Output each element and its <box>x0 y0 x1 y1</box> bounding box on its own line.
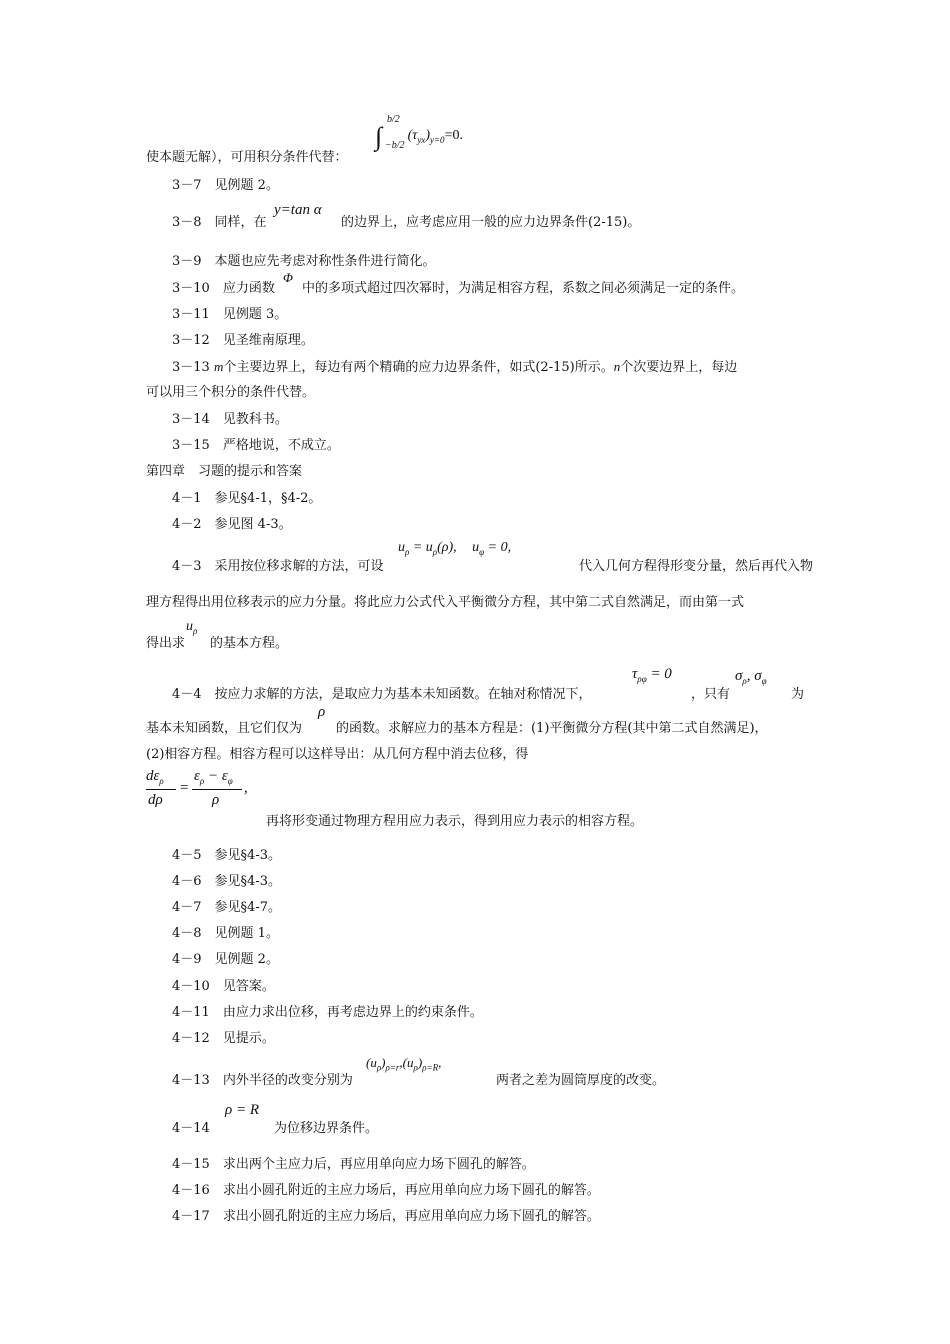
line-4-14a: 4－14 <box>172 1121 210 1136</box>
disp-end: , <box>438 1055 442 1070</box>
frac-left-den: dρ <box>148 792 163 808</box>
frac-right-e2: − ε <box>204 768 228 784</box>
frac-right-den: ρ <box>212 792 220 808</box>
integral-eq: =0. <box>444 128 463 143</box>
line-3-13 <box>172 358 737 376</box>
line-4-3a: 4－3 采用按位移求解的方法，可设 <box>172 559 384 574</box>
frac-right-sub2: φ <box>227 776 233 786</box>
tau-sub: ρφ <box>637 674 647 684</box>
line-3-15: 3－15 严格地说，不成立。 <box>172 438 340 453</box>
disp-2: ,(u <box>399 1055 414 1070</box>
u-phi-sub: φ <box>479 546 485 557</box>
line-3-9: 3－9 本题也应先考虑对称性条件进行简化。 <box>172 254 436 269</box>
integral-upper-limit: b/2 <box>387 114 400 125</box>
line-3-8b: 的边界上，应考虑应用一般的应力边界条件(2-15)。 <box>341 215 641 230</box>
line-3-10b: 中的多项式超过四次幂时，为满足相容方程，系数之间必须满足一定的条件。 <box>302 281 745 296</box>
integral-sub2: y=0 <box>429 134 445 145</box>
line-4-4-cont-c: (2)相容方程。相容方程可以这样导出：从几何方程中消去位移，得 <box>146 747 529 762</box>
line-3-8a: 3－8 同样，在 <box>172 215 267 230</box>
line-4-4c: 为 <box>791 687 805 702</box>
disp-sub3: ρ <box>413 1062 418 1073</box>
frac-left-num <box>146 768 164 786</box>
disp-mid: ) <box>381 1055 386 1070</box>
line-4-4b: ，只有 <box>691 687 731 702</box>
frac-left-num-sub: ρ <box>159 776 164 786</box>
line-3-13-mid: 个主要边界上，每边有两个精确的应力边界条件，如式(2-15)所示。 <box>223 360 614 375</box>
u-rho-u: u <box>398 540 405 555</box>
integral-formula: ∫ b/2 −b/2 $(\tau_{yx})_{y=0}=0$. <box>375 114 463 151</box>
u-rho-single: u <box>186 619 193 634</box>
compat-formula <box>146 768 266 814</box>
line-4-5: 4－5 参见§4-3。 <box>172 848 281 863</box>
u-rho-single-sub: ρ <box>193 625 198 636</box>
disp-close: ) <box>417 1055 423 1070</box>
u-rho-mid-sub: ρ <box>432 546 438 557</box>
rho-symbol: ρ <box>318 704 326 720</box>
line-4-13a: 4－13 内外半径的改变分别为 <box>172 1073 353 1088</box>
sigma-pair <box>735 668 767 686</box>
rho-eq-r-formula: ρ = R <box>225 1102 259 1118</box>
frac-right-e1: ε <box>194 768 200 784</box>
line-4-4-cont-a: 基本未知函数，且它们仅为 <box>146 721 303 736</box>
integral-body: (τ <box>407 128 418 143</box>
var-n: n <box>613 359 621 374</box>
line-4-12: 4－12 见提示。 <box>172 1031 275 1046</box>
line-4-8: 4－8 见例题 1。 <box>172 926 279 941</box>
line-4-4-end: 再将形变通过物理方程用应力表示，得到用应力表示的相容方程。 <box>266 814 644 829</box>
line-4-4-cont-b: 的函数。求解应力的基本方程是：(1)平衡微分方程(其中第二式自然满足)， <box>336 721 768 736</box>
disp-1: (u <box>366 1055 377 1070</box>
line-3-13-num: 3－13 <box>172 360 210 375</box>
line-4-16: 4－16 求出小圆孔附近的主应力场后，再应用单向应力场下圆孔的解答。 <box>172 1183 600 1198</box>
line-4-3-end-a: 得出求 <box>146 636 186 651</box>
disp-sub4: ρ=R <box>422 1062 439 1073</box>
phi-symbol: Φ <box>283 270 293 285</box>
u-rho-arg: (ρ), <box>437 540 457 555</box>
chapter-heading: 第四章 习题的提示和答案 <box>146 464 303 479</box>
var-m: m <box>213 359 224 374</box>
line-3-11: 3－11 见例题 3。 <box>172 307 288 322</box>
line-4-3-end-b: 的基本方程。 <box>210 636 289 651</box>
line-4-1: 4－1 参见§4-1，§4-2。 <box>172 491 322 506</box>
line-4-13b: 两者之差为圆筒厚度的改变。 <box>496 1073 666 1088</box>
line-4-17: 4－17 求出小圆孔附近的主应力场后，再应用单向应力场下圆孔的解答。 <box>172 1209 600 1224</box>
line-4-10: 4－10 见答案。 <box>172 979 275 994</box>
frac-right-num <box>194 768 233 786</box>
frac-left-num-text: dε <box>146 768 160 784</box>
frac-tail: , <box>244 780 248 796</box>
line-3-14: 3－14 见教科书。 <box>172 412 288 427</box>
line-3-12: 3－12 见圣维南原理。 <box>172 333 314 348</box>
u-rho-mid: = u <box>409 540 433 555</box>
line-4-4a: 4－4 按应力求解的方法，是取应力为基本未知函数。在轴对称情况下， <box>172 687 592 702</box>
sigma-sub1: ρ <box>742 676 747 686</box>
tau-symbol: τ <box>632 666 638 682</box>
u-rho-symbol <box>186 619 197 636</box>
line-4-2: 4－2 参见图 4-3。 <box>172 517 292 532</box>
frac-right-bar <box>192 789 242 790</box>
u-phi-val: = 0, <box>484 540 512 555</box>
tan-formula: y=tan α <box>274 202 322 218</box>
tau-zero-formula <box>632 666 672 684</box>
frac-right-sub1: ρ <box>199 776 205 786</box>
line-4-9: 4－9 见例题 2。 <box>172 952 279 967</box>
u-phi-u: u <box>472 540 480 555</box>
frac-eq: = <box>180 780 189 796</box>
disp-sub2: ρ=r <box>385 1062 400 1073</box>
frac-left-bar <box>146 789 176 790</box>
disp-formula <box>366 1055 441 1073</box>
line-4-6: 4－6 参见§4-3。 <box>172 874 281 889</box>
line-0: 使本题无解），可用积分条件代替： <box>146 150 348 165</box>
integral-tail: ) <box>425 128 430 143</box>
line-4-3b: 代入几何方程得形变分量，然后再代入物 <box>579 559 814 574</box>
integral-sub: yx <box>417 134 426 145</box>
line-4-7: 4－7 参见§4-7。 <box>172 900 281 915</box>
sigma-1: σ <box>735 668 743 684</box>
line-4-14b: 为位移边界条件。 <box>274 1121 379 1136</box>
tau-val: = 0 <box>646 666 672 682</box>
sigma-2: , σ <box>746 668 762 684</box>
line-3-13-tail: 个次要边界上，每边 <box>620 360 738 375</box>
integral-lower-limit: −b/2 <box>385 140 405 151</box>
u-rho-sub: ρ <box>405 546 410 557</box>
line-4-3-cont: 理方程得出用位移表示的应力分量。将此应力公式代入平衡微分方程，其中第二式自然满足，而由第一式 <box>146 595 745 610</box>
line-3-7: 3－7 见例题 2。 <box>172 178 279 193</box>
line-3-10a: 3－10 应力函数 <box>172 281 275 296</box>
disp-sub1: ρ <box>376 1062 382 1073</box>
line-4-11: 4－11 由应力求出位移，再考虑边界上的约束条件。 <box>172 1005 483 1020</box>
line-4-15: 4－15 求出两个主应力后，再应用单向应力场下圆孔的解答。 <box>172 1157 535 1172</box>
line-3-13-cont: 可以用三个积分的条件代替。 <box>146 385 316 400</box>
sigma-sub2: φ <box>761 676 767 686</box>
u-rho-formula <box>398 540 511 557</box>
